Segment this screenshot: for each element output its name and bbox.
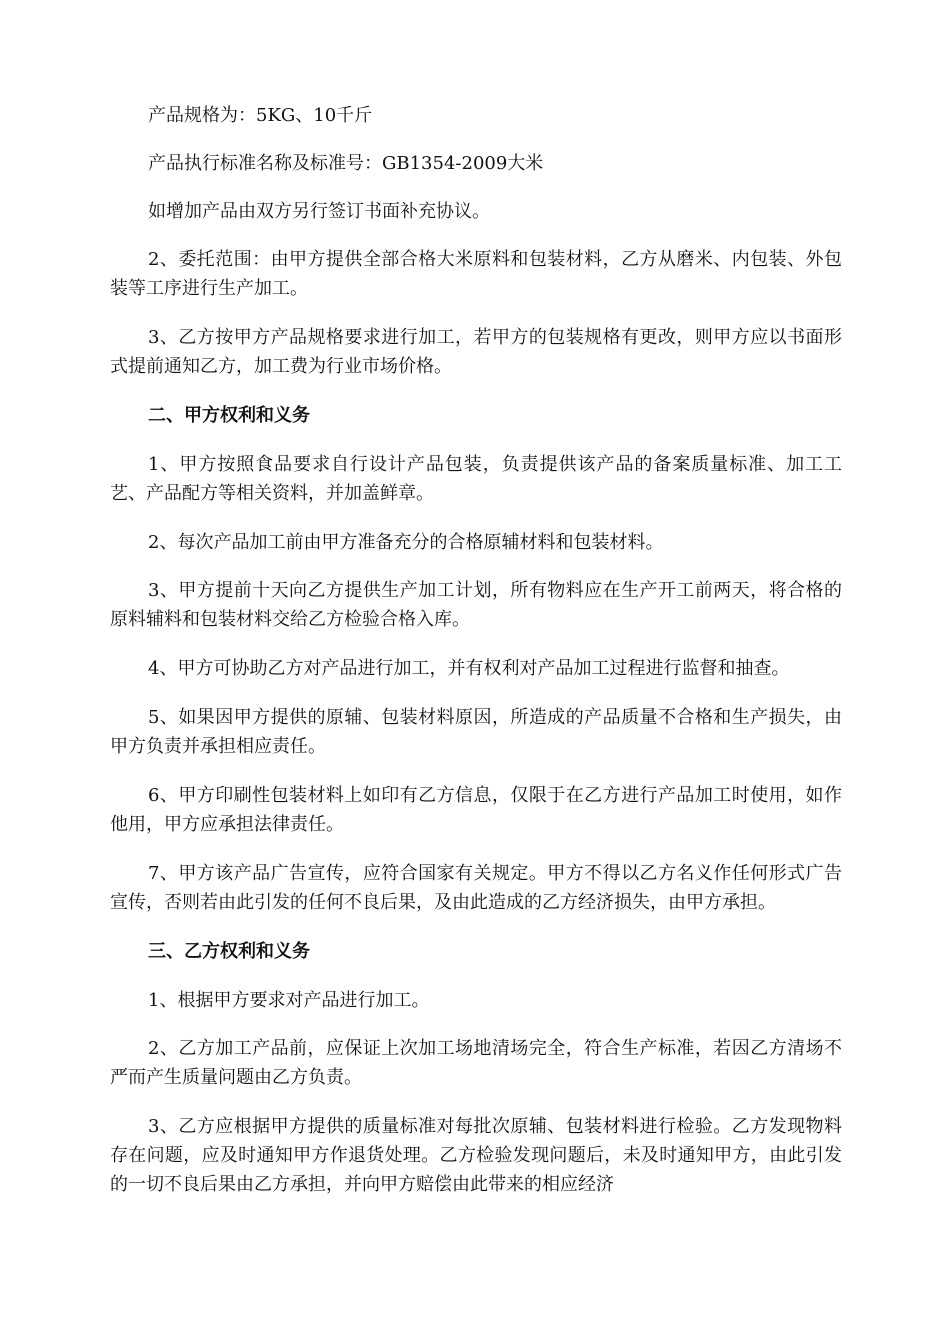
supplement-agreement-line: 如增加产品由双方另行签订书面补充协议。: [148, 201, 490, 222]
party-a-clause-2: 2、每次产品加工前由甲方准备充分的合格原辅材料和包装材料。: [148, 532, 664, 553]
document-page: [110, 101, 842, 1219]
section-heading-party-b: 三、乙方权利和义务: [148, 941, 310, 962]
party-a-clause-1: 1、甲方按照食品要求自行设计产品包装，负责提供该产品的备案质量标准、加工工艺、产品配方等相关资料，并加盖鲜章。: [110, 454, 842, 504]
party-b-clause-2: 2、乙方加工产品前，应保证上次加工场地清场完全，符合生产标准，若因乙方清场不严而产生质量问题由乙方负责。: [110, 1038, 842, 1088]
scope-paragraph: 2、委托范围：由甲方提供全部合格大米原料和包装材料，乙方从磨米、内包装、外包装等工序进行生产加工。: [110, 249, 842, 299]
party-a-clause-5: 5、如果因甲方提供的原辅、包装材料原因，所造成的产品质量不合格和生产损失，由甲方负责并承担相应责任。: [110, 707, 842, 757]
party-a-clause-3: 3、甲方提前十天向乙方提供生产加工计划，所有物料应在生产开工前两天，将合格的原料辅料和包装材料交给乙方检验合格入库。: [110, 580, 842, 630]
party-a-clause-6: 6、甲方印刷性包装材料上如印有乙方信息，仅限于在乙方进行产品加工时使用，如作他用，甲方应承担法律责任。: [110, 785, 842, 835]
party-a-clause-4: 4、甲方可协助乙方对产品进行加工，并有权利对产品加工过程进行监督和抽查。: [148, 658, 790, 679]
party-b-clause-3: 3、乙方应根据甲方提供的质量标准对每批次原辅、包装材料进行检验。乙方发现物料存在问题，应及时通知甲方作退货处理。乙方检验发现问题后，未及时通知甲方，由此引发的一切不良后果由乙方承担，并向甲方赔偿由此带来的相应经济: [110, 1116, 842, 1195]
spec-change-paragraph: 3、乙方按甲方产品规格要求进行加工，若甲方的包装规格有更改，则甲方应以书面形式提前通知乙方，加工费为行业市场价格。: [110, 327, 842, 377]
party-b-clause-1: 1、根据甲方要求对产品进行加工。: [148, 990, 430, 1011]
party-a-clause-7: 7、甲方该产品广告宣传，应符合国家有关规定。甲方不得以乙方名义作任何形式广告宣传，否则若由此引发的任何不良后果，及由此造成的乙方经济损失，由甲方承担。: [110, 863, 842, 913]
product-spec-line: 产品规格为：5KG、10千斤: [148, 105, 373, 126]
product-standard-line: 产品执行标准名称及标准号：GB1354-2009大米: [148, 153, 544, 174]
section-heading-party-a: 二、甲方权利和义务: [148, 405, 310, 426]
